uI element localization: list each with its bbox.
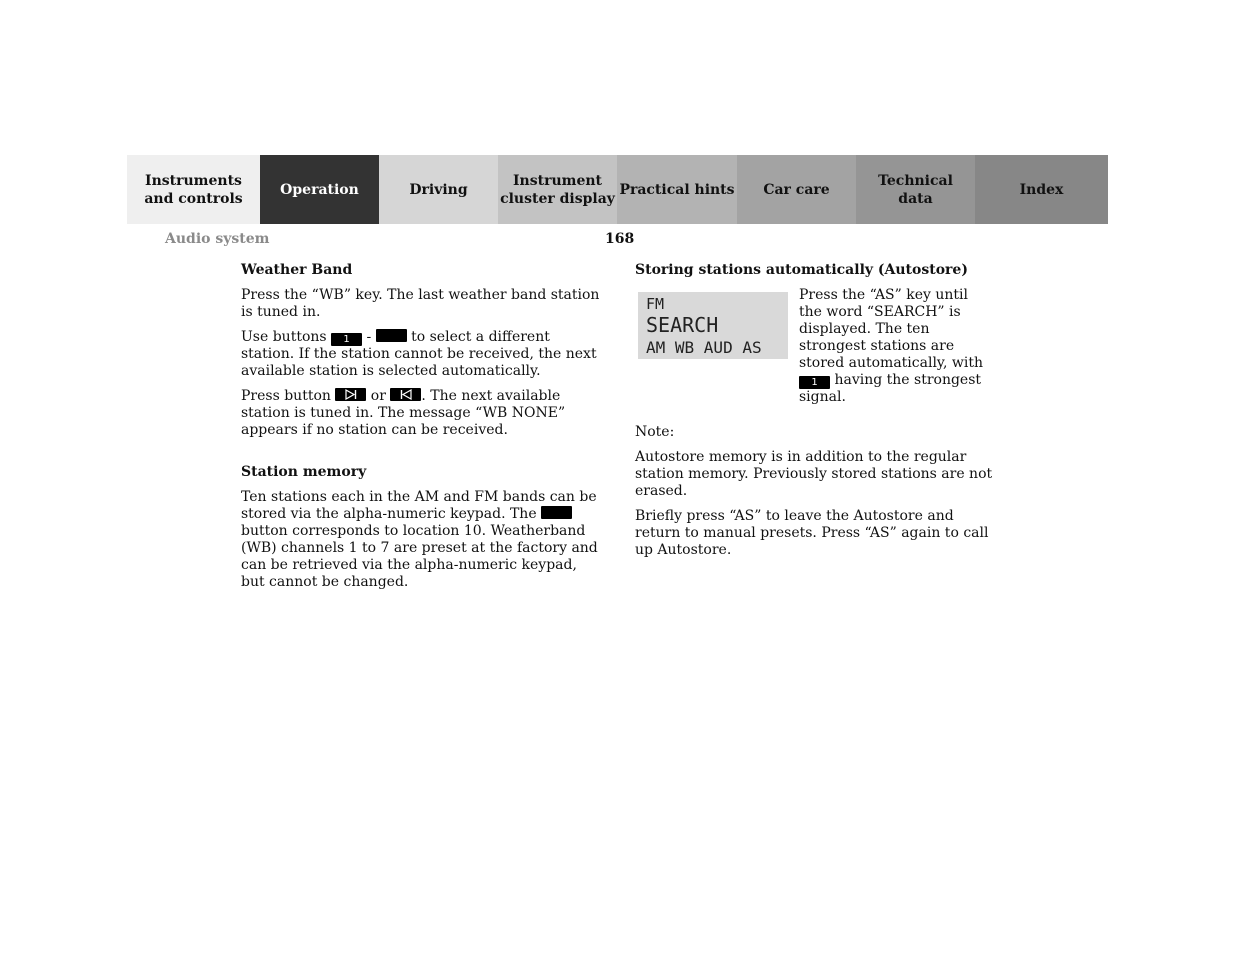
weather-band-paragraph-2 xyxy=(241,329,601,380)
text: Use buttons xyxy=(241,329,332,345)
page-number: 168 xyxy=(605,231,635,247)
key-0-icon xyxy=(541,506,572,519)
note-label: Note: xyxy=(635,424,675,440)
weather-band-paragraph-3 xyxy=(241,388,601,439)
key-0-icon xyxy=(376,329,407,342)
key-1-icon: 1 xyxy=(799,376,830,389)
tab-instrument-cluster-display[interactable] xyxy=(498,155,617,224)
autostore-row xyxy=(635,262,995,406)
autostore-heading: Storing stations automatically (Autostore) xyxy=(635,262,968,278)
text: button corresponds to location 10. Weatherband (WB) channels 1 to 7 are preset at the factory and can be retrieved via the alpha-numeric keypad, but cannot be changed. xyxy=(241,523,598,590)
display-line-3: AM WB AUD AS xyxy=(646,338,762,357)
right-column xyxy=(635,262,995,567)
tab-index[interactable] xyxy=(975,155,1108,224)
tab-technical-data[interactable] xyxy=(856,155,975,224)
tab-label: Operation xyxy=(280,181,359,198)
text: to select a different station. If the station cannot be received, the next available station is selected automatically. xyxy=(241,329,597,379)
text: . The next available station is tuned in. The message “WB NONE” appears if no station can be received. xyxy=(241,388,566,438)
text: Press button xyxy=(241,388,336,404)
tab-instruments-and-controls[interactable] xyxy=(127,155,260,224)
tab-practical-hints[interactable] xyxy=(617,155,737,224)
text: - xyxy=(362,329,376,345)
seek-back-icon xyxy=(390,388,421,401)
chapter-tabs xyxy=(127,155,1108,224)
station-memory-heading: Station memory xyxy=(241,464,367,480)
key-1-icon: 1 xyxy=(331,333,362,346)
weather-band-paragraph-1: Press the “WB” key. The last weather band station is tuned in. xyxy=(241,287,600,320)
tab-label: Car care xyxy=(763,181,830,198)
tab-label: Instrument cluster display xyxy=(500,172,615,207)
display-line-2: SEARCH xyxy=(646,313,719,337)
left-column xyxy=(241,262,601,599)
text: Press the “AS” key until the word “SEARCH” is displayed. The ten strongest stations are stored automatically, with xyxy=(799,287,983,371)
tab-label: Index xyxy=(1019,181,1064,198)
tab-label: Instruments and controls xyxy=(144,172,243,207)
radio-display xyxy=(638,292,788,359)
tab-label: Driving xyxy=(409,181,468,198)
seek-forward-icon xyxy=(335,388,366,401)
text: or xyxy=(366,388,391,404)
section-label: Audio system xyxy=(165,231,270,247)
weather-band-heading: Weather Band xyxy=(241,262,353,278)
tab-label: Practical hints xyxy=(619,181,735,198)
autostore-instructions xyxy=(799,287,994,406)
tab-driving[interactable] xyxy=(379,155,498,224)
note-paragraph-1: Autostore memory is in addition to the regular station memory. Previously stored stations are not erased. xyxy=(635,449,993,499)
station-memory-paragraph xyxy=(241,489,601,591)
tab-operation[interactable] xyxy=(260,155,379,224)
text: having the strongest signal. xyxy=(799,372,982,405)
note-paragraph-2: Briefly press “AS” to leave the Autostore and return to manual presets. Press “AS” again to call up Autostore. xyxy=(635,508,989,558)
tab-car-care[interactable] xyxy=(737,155,856,224)
display-line-1: FM xyxy=(646,295,665,313)
tab-label: Technical data xyxy=(878,172,953,207)
text: Ten stations each in the AM and FM bands can be stored via the alpha-numeric keypad. The xyxy=(241,489,597,522)
